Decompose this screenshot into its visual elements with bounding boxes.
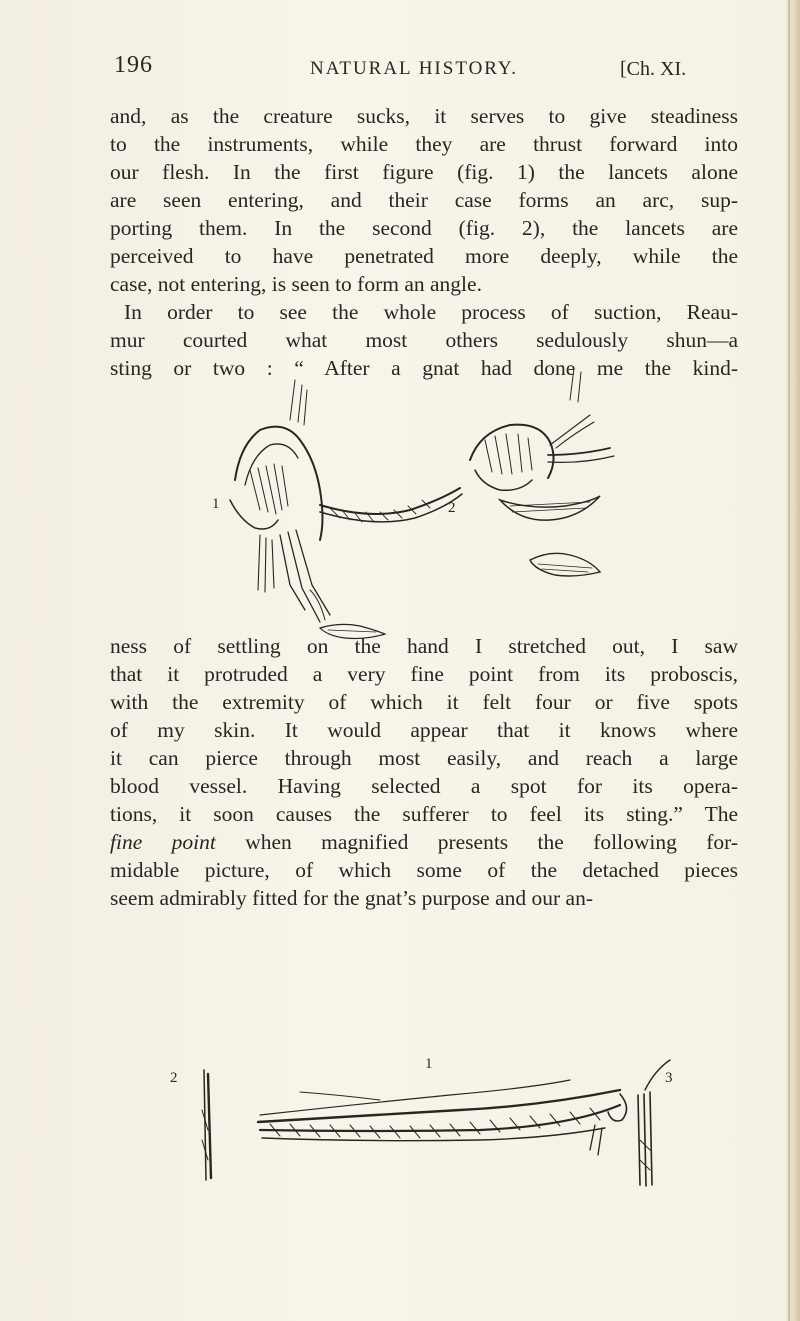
running-title: NATURAL HISTORY.: [310, 58, 518, 79]
figure-2-drawing: [470, 368, 614, 576]
figure-3-number: 3: [665, 1070, 673, 1086]
italic-phrase: fine point: [110, 830, 216, 854]
text-line: are seen entering, and their case forms an arc, sup-: [110, 188, 738, 212]
figure-2-label: 2: [448, 500, 456, 516]
text-line: case, not entering, is seen to form an angle.: [110, 272, 482, 296]
text-line: of my skin. It would appear that it knows where: [110, 718, 738, 742]
text-line: with the extremity of which it felt four or five spots: [110, 690, 738, 714]
running-head: [0, 0, 800, 100]
gnat-stylets-figure: [150, 1050, 710, 1190]
text-line: midable picture, of which some of the detached pieces: [110, 858, 738, 882]
text-fragment: when magnified presents the following for-: [215, 830, 739, 854]
paragraph-1: [110, 102, 738, 298]
text-line: perceived to have penetrated more deeply, while the: [110, 244, 738, 268]
figure-1-number: 1: [425, 1056, 433, 1072]
text-line: that it protruded a very fine point from its proboscis,: [110, 662, 738, 686]
figure-2-stylet: [202, 1070, 211, 1180]
text-line: blood vessel. Having selected a spot for its opera-: [110, 774, 738, 798]
figure-1-drawing: [230, 380, 462, 639]
figure-2-number: 2: [170, 1070, 178, 1086]
text-line: In order to see the whole process of suction, Reau-: [124, 300, 738, 324]
text-line: sting or two : “ After a gnat had done me the kind-: [110, 356, 738, 380]
text-line: mur courted what most others sedulously shun—a: [110, 328, 738, 352]
text-line: ness of settling on the hand I stretched out, I saw: [110, 634, 738, 658]
text-line: porting them. In the second (fig. 2), the lancets are: [110, 216, 738, 240]
page-edge-line: [788, 0, 790, 1321]
text-line: tions, it soon causes the sufferer to feel its sting.” The: [110, 802, 738, 826]
page-number: 196: [114, 52, 153, 78]
gnat-proboscis-figure: [170, 360, 630, 660]
text-line: our flesh. In the first figure (fig. 1) the lancets alone: [110, 160, 738, 184]
text-line-mixed: [110, 828, 738, 856]
text-line: and, as the creature sucks, it serves to give steadiness: [110, 104, 738, 128]
paragraph-3: [110, 632, 738, 912]
figure-1-label: 1: [212, 496, 220, 512]
chapter-label: [Ch. XI.: [620, 58, 687, 80]
text-line: seem admirably fitted for the gnat’s purpose and our an-: [110, 886, 594, 910]
text-line: to the instruments, while they are thrust forward into: [110, 132, 738, 156]
text-line: it can pierce through most easily, and reach a large: [110, 746, 738, 770]
figure-1-stylet: [258, 1080, 627, 1155]
